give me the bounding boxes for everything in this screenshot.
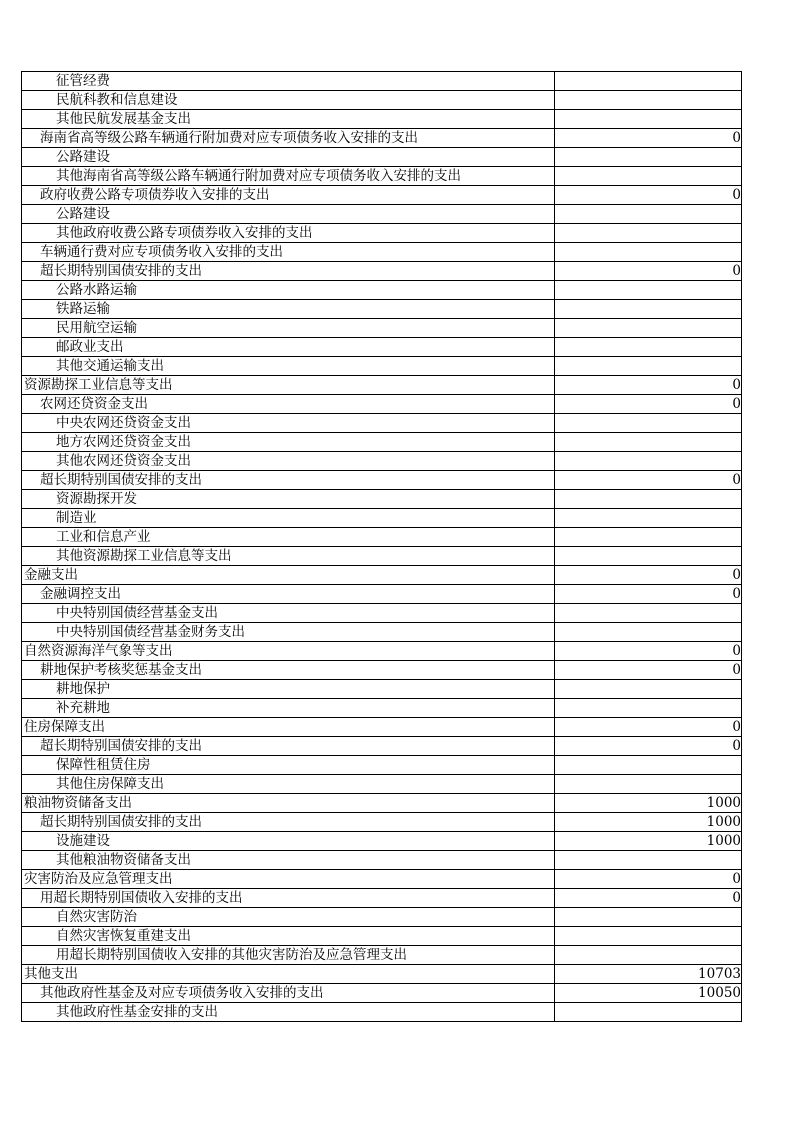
row-item-name: 其他资源勘探工业信息等支出 [22, 547, 555, 566]
row-item-amount: 0 [555, 661, 742, 680]
budget-expenditure-table [21, 71, 742, 1022]
row-item-amount [555, 946, 742, 965]
row-item-amount [555, 623, 742, 642]
table-row [22, 984, 742, 1003]
row-item-name: 邮政业支出 [22, 338, 555, 357]
row-item-amount [555, 680, 742, 699]
row-item-amount [555, 205, 742, 224]
table-row [22, 224, 742, 243]
row-item-name: 公路建设 [22, 205, 555, 224]
row-item-name: 用超长期特别国债收入安排的其他灾害防治及应急管理支出 [22, 946, 555, 965]
row-item-name: 其他政府性基金及对应专项债务收入安排的支出 [22, 984, 555, 1003]
table-row [22, 262, 742, 281]
row-item-name: 住房保障支出 [22, 718, 555, 737]
row-item-name: 自然灾害恢复重建支出 [22, 927, 555, 946]
row-item-amount [555, 110, 742, 129]
row-item-amount: 0 [555, 585, 742, 604]
row-item-amount [555, 547, 742, 566]
row-item-name: 用超长期特别国债收入安排的支出 [22, 889, 555, 908]
table-row [22, 946, 742, 965]
row-item-name: 农网还贷资金支出 [22, 395, 555, 414]
row-item-name: 耕地保护 [22, 680, 555, 699]
row-item-name: 设施建设 [22, 832, 555, 851]
table-row [22, 490, 742, 509]
table-row [22, 851, 742, 870]
table-row [22, 1003, 742, 1022]
row-item-amount: 0 [555, 889, 742, 908]
table-row [22, 319, 742, 338]
row-item-name: 资源勘探开发 [22, 490, 555, 509]
table-row [22, 737, 742, 756]
row-item-amount: 0 [555, 129, 742, 148]
table-row [22, 91, 742, 110]
table-row [22, 908, 742, 927]
row-item-amount [555, 281, 742, 300]
row-item-name: 资源勘探工业信息等支出 [22, 376, 555, 395]
row-item-amount [555, 414, 742, 433]
table-row [22, 72, 742, 91]
row-item-amount [555, 851, 742, 870]
row-item-name: 民航科教和信息建设 [22, 91, 555, 110]
row-item-amount [555, 927, 742, 946]
row-item-amount: 0 [555, 186, 742, 205]
row-item-amount [555, 775, 742, 794]
table-row [22, 452, 742, 471]
row-item-name: 其他农网还贷资金支出 [22, 452, 555, 471]
table-row [22, 623, 742, 642]
row-item-name: 征管经费 [22, 72, 555, 91]
row-item-name: 自然资源海洋气象等支出 [22, 642, 555, 661]
table-row [22, 395, 742, 414]
row-item-name: 其他海南省高等级公路车辆通行附加费对应专项债务收入安排的支出 [22, 167, 555, 186]
table-row [22, 509, 742, 528]
row-item-name: 其他交通运输支出 [22, 357, 555, 376]
row-item-amount [555, 224, 742, 243]
row-item-name: 金融支出 [22, 566, 555, 585]
row-item-amount: 0 [555, 718, 742, 737]
row-item-name: 粮油物资储备支出 [22, 794, 555, 813]
row-item-name: 超长期特别国债安排的支出 [22, 737, 555, 756]
row-item-name: 政府收费公路专项债券收入安排的支出 [22, 186, 555, 205]
table-row [22, 129, 742, 148]
table-row [22, 357, 742, 376]
row-item-amount: 0 [555, 471, 742, 490]
row-item-name: 自然灾害防治 [22, 908, 555, 927]
table-row [22, 870, 742, 889]
row-item-amount [555, 433, 742, 452]
row-item-amount: 0 [555, 737, 742, 756]
row-item-name: 其他政府性基金安排的支出 [22, 1003, 555, 1022]
table-row [22, 281, 742, 300]
table-row [22, 756, 742, 775]
row-item-amount: 10703 [555, 965, 742, 984]
table-row [22, 585, 742, 604]
row-item-amount: 0 [555, 262, 742, 281]
row-item-amount: 1000 [555, 794, 742, 813]
row-item-name: 民用航空运输 [22, 319, 555, 338]
row-item-amount [555, 243, 742, 262]
table-row [22, 813, 742, 832]
row-item-amount [555, 91, 742, 110]
row-item-name: 中央农网还贷资金支出 [22, 414, 555, 433]
row-item-name: 耕地保护考核奖惩基金支出 [22, 661, 555, 680]
row-item-name: 超长期特别国债安排的支出 [22, 471, 555, 490]
table-row [22, 167, 742, 186]
table-row [22, 604, 742, 623]
row-item-amount [555, 908, 742, 927]
row-item-amount: 0 [555, 395, 742, 414]
row-item-amount [555, 756, 742, 775]
row-item-name: 铁路运输 [22, 300, 555, 319]
row-item-name: 工业和信息产业 [22, 528, 555, 547]
table-row [22, 965, 742, 984]
table-body [22, 72, 742, 1022]
row-item-name: 保障性租赁住房 [22, 756, 555, 775]
row-item-amount: 0 [555, 376, 742, 395]
row-item-amount [555, 300, 742, 319]
table-row [22, 547, 742, 566]
table-row [22, 110, 742, 129]
table-row [22, 699, 742, 718]
table-row [22, 376, 742, 395]
row-item-name: 补充耕地 [22, 699, 555, 718]
table-row [22, 300, 742, 319]
table-row [22, 433, 742, 452]
table-row [22, 471, 742, 490]
table-row [22, 718, 742, 737]
table-row [22, 680, 742, 699]
table-row [22, 794, 742, 813]
row-item-amount: 0 [555, 642, 742, 661]
table-row [22, 243, 742, 262]
row-item-amount [555, 528, 742, 547]
row-item-name: 超长期特别国债安排的支出 [22, 262, 555, 281]
row-item-name: 海南省高等级公路车辆通行附加费对应专项债务收入安排的支出 [22, 129, 555, 148]
table-row [22, 414, 742, 433]
row-item-name: 制造业 [22, 509, 555, 528]
row-item-name: 其他政府收费公路专项债券收入安排的支出 [22, 224, 555, 243]
row-item-amount [555, 167, 742, 186]
row-item-amount: 1000 [555, 813, 742, 832]
row-item-amount [555, 357, 742, 376]
table-row [22, 566, 742, 585]
row-item-amount: 10050 [555, 984, 742, 1003]
row-item-name: 公路水路运输 [22, 281, 555, 300]
row-item-name: 金融调控支出 [22, 585, 555, 604]
table-row [22, 661, 742, 680]
row-item-name: 地方农网还贷资金支出 [22, 433, 555, 452]
table-row [22, 889, 742, 908]
row-item-name: 灾害防治及应急管理支出 [22, 870, 555, 889]
table-row [22, 642, 742, 661]
row-item-name: 超长期特别国债安排的支出 [22, 813, 555, 832]
row-item-name: 其他粮油物资储备支出 [22, 851, 555, 870]
row-item-name: 车辆通行费对应专项债务收入安排的支出 [22, 243, 555, 262]
row-item-amount [555, 452, 742, 471]
row-item-amount [555, 338, 742, 357]
table-row [22, 205, 742, 224]
row-item-amount [555, 699, 742, 718]
row-item-name: 中央特别国债经营基金支出 [22, 604, 555, 623]
row-item-amount [555, 72, 742, 91]
row-item-amount [555, 1003, 742, 1022]
row-item-name: 其他民航发展基金支出 [22, 110, 555, 129]
table-row [22, 528, 742, 547]
row-item-amount [555, 148, 742, 167]
row-item-name: 其他住房保障支出 [22, 775, 555, 794]
table-row [22, 775, 742, 794]
row-item-amount: 1000 [555, 832, 742, 851]
row-item-amount [555, 490, 742, 509]
table-row [22, 338, 742, 357]
row-item-amount [555, 604, 742, 623]
row-item-name: 公路建设 [22, 148, 555, 167]
row-item-name: 其他支出 [22, 965, 555, 984]
row-item-name: 中央特别国债经营基金财务支出 [22, 623, 555, 642]
row-item-amount [555, 319, 742, 338]
table-row [22, 186, 742, 205]
table-row [22, 927, 742, 946]
table-row [22, 832, 742, 851]
row-item-amount [555, 509, 742, 528]
table-row [22, 148, 742, 167]
row-item-amount: 0 [555, 870, 742, 889]
row-item-amount: 0 [555, 566, 742, 585]
